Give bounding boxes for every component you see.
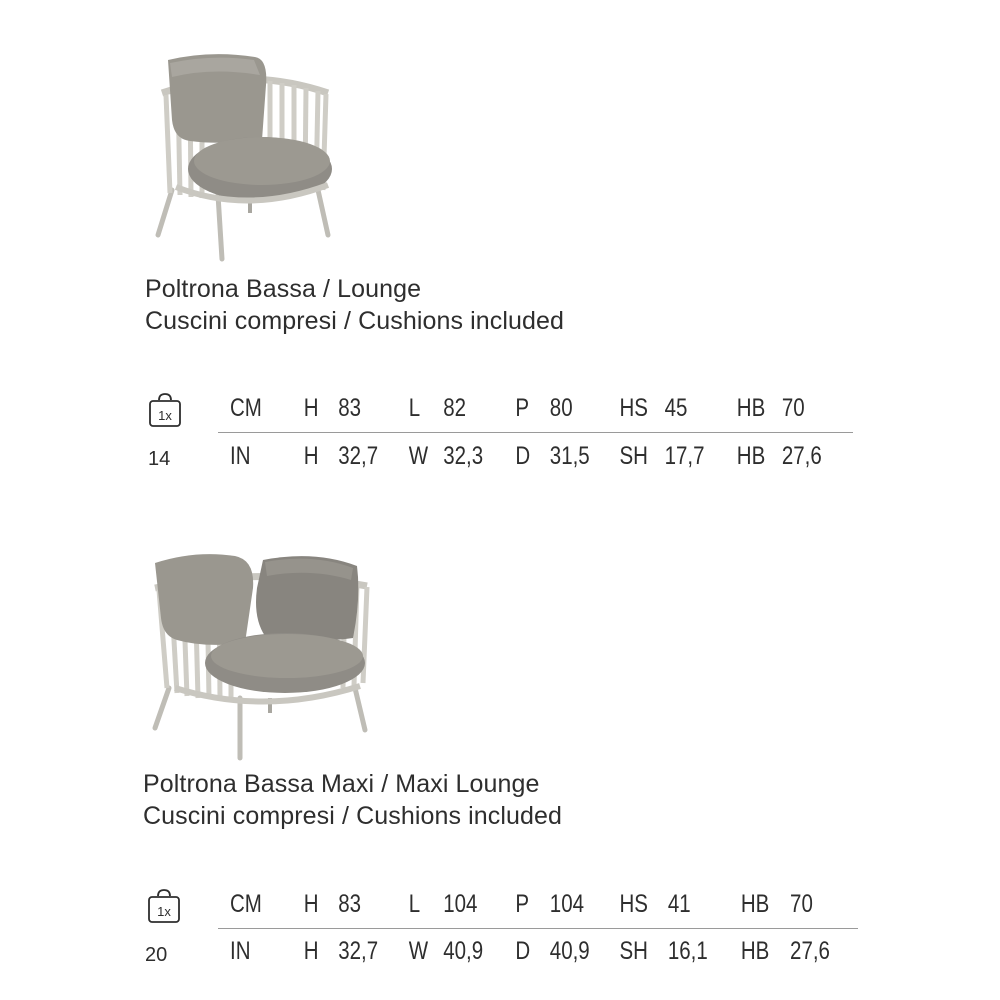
seat-height-key: HS bbox=[619, 890, 648, 918]
height-value: 32,7 bbox=[338, 442, 379, 470]
divider-rule bbox=[218, 928, 858, 929]
width-key: L bbox=[408, 394, 421, 422]
height-value: 32,7 bbox=[338, 937, 379, 965]
depth-key: D bbox=[515, 937, 531, 965]
back-height-key: HB bbox=[736, 394, 766, 422]
back-height-key: HB bbox=[740, 890, 770, 918]
unit-label: CM bbox=[230, 394, 262, 422]
seat-height-value: 45 bbox=[664, 394, 688, 422]
back-height-key: HB bbox=[736, 442, 766, 470]
height-key: H bbox=[303, 937, 319, 965]
width-value: 82 bbox=[443, 394, 467, 422]
height-key: H bbox=[303, 442, 319, 470]
width-value: 40,9 bbox=[443, 937, 484, 965]
unit-label: IN bbox=[230, 442, 251, 470]
depth-value: 40,9 bbox=[549, 937, 590, 965]
package-label: 1x bbox=[157, 904, 171, 919]
weight-value: 14 bbox=[148, 448, 171, 470]
height-value: 83 bbox=[338, 394, 362, 422]
back-height-value: 70 bbox=[790, 890, 813, 918]
seat-height-key: HS bbox=[619, 394, 648, 422]
maxi-lounge-chair-image bbox=[145, 548, 375, 763]
depth-key: P bbox=[515, 890, 530, 918]
back-height-value: 70 bbox=[781, 394, 805, 422]
width-key: W bbox=[408, 442, 429, 470]
depth-value: 80 bbox=[549, 394, 573, 422]
unit-label: IN bbox=[230, 937, 251, 965]
weight-value: 20 bbox=[145, 944, 168, 966]
depth-value: 104 bbox=[549, 890, 585, 918]
weight-package-icon bbox=[148, 392, 182, 428]
product-subtitle: Cuscini compresi / Cushions included bbox=[145, 307, 565, 335]
seat-height-value: 17,7 bbox=[664, 442, 705, 470]
seat-height-key: SH bbox=[619, 442, 648, 470]
depth-value: 31,5 bbox=[549, 442, 590, 470]
divider-rule bbox=[218, 432, 853, 433]
unit-label: CM bbox=[230, 890, 262, 918]
height-key: H bbox=[303, 890, 319, 918]
width-key: L bbox=[408, 890, 421, 918]
depth-key: P bbox=[515, 394, 530, 422]
seat-height-value: 41 bbox=[667, 890, 691, 918]
product-subtitle: Cuscini compresi / Cushions included bbox=[143, 802, 563, 830]
seat-height-value: 16,1 bbox=[667, 937, 708, 965]
width-value: 32,3 bbox=[443, 442, 484, 470]
height-key: H bbox=[303, 394, 319, 422]
width-key: W bbox=[408, 937, 429, 965]
depth-key: D bbox=[515, 442, 531, 470]
product-name: Poltrona Bassa Maxi / Maxi Lounge bbox=[143, 770, 540, 798]
seat-height-key: SH bbox=[619, 937, 648, 965]
weight-package-icon bbox=[147, 888, 181, 924]
height-value: 83 bbox=[338, 890, 362, 918]
back-height-key: HB bbox=[740, 937, 770, 965]
back-height-value: 27,6 bbox=[790, 937, 830, 965]
back-height-value: 27,6 bbox=[781, 442, 822, 470]
product-name: Poltrona Bassa / Lounge bbox=[145, 275, 422, 303]
lounge-chair-image bbox=[150, 45, 340, 265]
width-value: 104 bbox=[443, 890, 478, 918]
package-label: 1x bbox=[158, 408, 172, 423]
